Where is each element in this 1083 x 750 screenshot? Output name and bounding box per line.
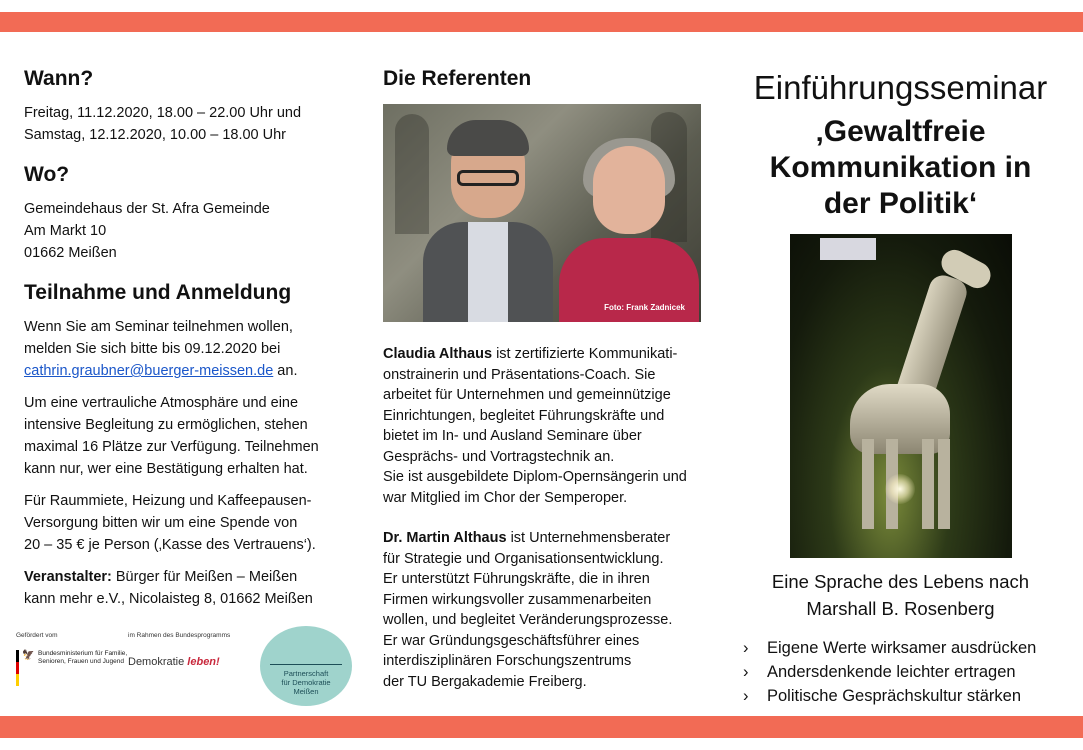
claudia-line-1 [383,344,703,365]
organizer-name: Bürger für Meißen – Meißen [111,569,298,585]
where-line-3: 01662 Meißen [24,245,117,261]
info-column [24,64,344,610]
when-line-1: Freitag, 11.12.2020, 18.00 – 22.00 Uhr und [24,105,302,121]
spotlight-glow [885,474,915,504]
martin-line-1 [383,528,703,549]
registration-heading: Teilnahme und Anmeldung [24,281,292,304]
partnerschaft-logo [260,626,352,706]
martin-line-8: der TU Bergakademie Freiberg. [383,673,587,690]
claudia-line-7: Sie ist ausgebildete Diplom-Opernsängerin und [383,469,687,485]
claudia-line-8: war Mitglied im Chor der Semperoper. [383,489,628,506]
subtitle-line-2: Marshall B. Rosenberg [806,598,995,619]
registration-p2-line-3: maximal 16 Plätze zur Verfügung. Teilnehmen [24,439,319,455]
giraffe-leg [938,439,950,529]
email-link[interactable]: cathrin.graubner@buerger-meissen.de [24,363,274,379]
martin-line-6: Er war Gründungsgeschäftsführer eines [383,632,640,649]
sponsor-logos [16,626,361,708]
man-figure [423,126,553,322]
chevron-right-icon: › [743,639,749,657]
skyline-icon [270,642,342,665]
leben-text: leben! [187,656,220,668]
speakers-photo [383,104,701,322]
speakers-column [383,64,703,692]
glasses [457,170,519,186]
chevron-right-icon: › [743,687,749,705]
bottom-accent-bar [0,716,1083,738]
martin-line-2: für Strategie und Organisationsentwicklung. [383,550,664,567]
list-item [743,660,1068,684]
top-accent-bar [0,12,1083,32]
woman-figure [559,146,699,322]
where-heading: Wo? [24,163,70,186]
funded-by-label: Gefördert vom [16,632,58,639]
giraffe-leg [922,439,934,529]
topic-line-1: ‚Gewaltfreie [815,115,986,148]
when-line-2: Samstag, 12.12.2020, 10.00 – 18.00 Uhr [24,127,286,143]
speakers-heading: Die Referenten [383,67,532,90]
registration-p1-end: an. [273,363,298,379]
photo-credit: Foto: Frank Zadnicek [604,302,685,312]
pfd-line-2: für Demokratie [281,678,331,687]
registration-p2-line-4: kann nur, wer eine Bestätigung erhalten hat. [24,461,308,477]
organizer-line-1 [24,566,344,588]
organizer-label: Veranstalter: [24,569,112,585]
seminar-title: Einführungsseminar [753,69,1048,106]
registration-p3-line-2: Versorgung bitten wir um eine Spende von [24,515,298,531]
topic-line-2: Kommunikation in [769,151,1032,184]
demokratie-leben-logo [128,656,220,668]
key-point-text: Eigene Werte wirksamer ausdrücken [767,639,1037,657]
cover-column [733,68,1068,708]
where-line-1: Gemeindehaus der St. Afra Gemeinde [24,201,270,217]
seminar-topic [733,114,1068,222]
claudia-name: Claudia Althaus [383,346,493,362]
lit-window [820,238,876,260]
where-line-2: Am Markt 10 [24,223,107,239]
subtitle-line-1: Eine Sprache des Lebens nach [771,571,1030,592]
organizer-line-2: kann mehr e.V., Nicolaisteg 8, 01662 Meißen [24,591,313,607]
martin-line-5: wollen, und begleitet Veränderungsprozesse. [383,612,673,628]
chevron-right-icon: › [743,663,749,681]
key-points-list [743,636,1068,708]
martin-line-4: Firmen wirkungsvoller zusammenarbeiten [383,591,652,608]
claudia-line-6: Gesprächs- und Vortragstechnik an. [383,448,615,465]
claudia-line-5: bietet im In- und Ausland Seminare über [383,428,642,444]
list-item [743,636,1068,660]
pfd-line-1: Partnerschaft [283,669,329,678]
face [593,146,665,234]
martin-text: ist Unternehmensberater [506,530,671,546]
demokratie-text: Demokratie [128,656,188,668]
claudia-line-2: onstrainerin und Präsentations-Coach. Sie [383,366,656,383]
shirt [468,222,508,322]
registration-p2-line-1: Um eine vertrauliche Atmosphäre und eine [24,395,299,411]
registration-p3-line-3: 20 – 35 € je Person (‚Kasse des Vertrauens‘). [24,537,316,553]
seminar-subtitle [733,568,1068,622]
claudia-line-3: arbeitet für Unternehmen und gemeinnützige [383,387,671,403]
claudia-text: ist zertifizierte Kommunikati- [492,346,678,362]
martin-line-7: interdisziplinären Forschungszentrums [383,653,632,669]
registration-p1-line-3 [24,360,344,382]
program-label: im Rahmen des Bundesprogramms [128,632,231,639]
german-flag-icon [16,650,19,686]
key-point-text: Politische Gesprächskultur stärken [767,687,1022,705]
when-heading: Wann? [24,67,94,90]
martin-line-3: Er unterstützt Führungskräfte, die in ihren [383,571,650,587]
list-item [743,684,1068,708]
giraffe-sculpture-photo [790,234,1012,558]
ministry-name: Bundesministerium für Familie, Senioren, Frauen und Jugend [38,650,128,665]
pfd-line-3: Meißen [293,687,319,696]
registration-p2-line-2: intensive Begleitung zu ermöglichen, stehen [24,417,308,433]
registration-p3-line-1: Für Raummiete, Heizung und Kaffeepausen- [24,493,312,509]
topic-line-3: der Politik‘ [823,187,978,220]
key-point-text: Andersdenkende leichter ertragen [767,663,1016,681]
registration-p1-line-2: melden Sie sich bitte bis 09.12.2020 bei [24,341,281,357]
eagle-icon: 🦅 [22,650,35,661]
claudia-line-4: Einrichtungen, begleitet Führungskräfte und [383,407,665,424]
registration-p1-line-1: Wenn Sie am Seminar teilnehmen wollen, [24,319,293,335]
martin-name: Dr. Martin Althaus [383,530,507,546]
giraffe-leg [862,439,874,529]
hair [447,120,529,156]
ministry-logo [16,648,126,688]
